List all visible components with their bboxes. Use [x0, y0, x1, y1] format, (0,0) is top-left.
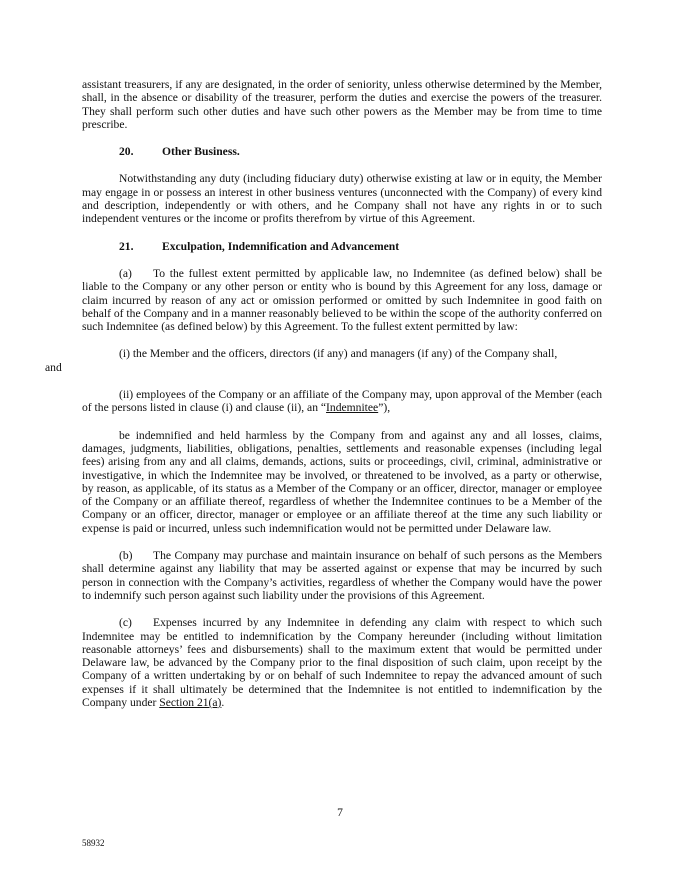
indemnified-paragraph: be indemnified and held harmless by the Company from and against any and all losses, claims, damages, judgments, liabilities, obligations, penalties, settlements and reasonable expenses (including legal fees) arising from any and all claims, demands, actions, suits or proceedings, civil, criminal, administrative or investigative, in which the Indemnitee may be involved, or threatened to be involved, as a party or otherwise, by reason, as applicable, of its status as a Member of the Company or an officer, director, manager or employee of the Company or an affiliate thereof, regardless of whether the Indemnitee continues to be a Member of the Company or an officer, director, manager or employee or an affiliate thereof at the time any such liability or expense is paid or incurred, unless such indemnification would not be permitted under Delaware law. — [82, 428, 602, 535]
section-21b-paragraph — [82, 549, 602, 602]
section-21c-label: (c) — [119, 616, 132, 630]
section-21c-paragraph — [82, 616, 602, 709]
section-20-body: Notwithstanding any duty (including fiduciary duty) otherwise existing at law or in equity, the Member may engage in or possess an interest in other business ventures (unconnected with the Company) of every kind and description, independently or with others, and he Company shall not have any rights in or to such independent ventures or the income or profits therefrom by virtue of this Agreement. — [82, 172, 602, 226]
section-21b-text: The Company may purchase and maintain insurance on behalf of such persons as the Members shall determine against any liability that may be asserted against or expense that may be incurred by such person in connection with the Company’s activities, regardless of whether the Company would have the power to indemnify such person against such liability under the provisions of this Agreement. — [82, 549, 602, 602]
clause-i-text: (i) the Member and the officers, directors (if any) and managers (if any) of the Company shall, — [119, 347, 558, 361]
paragraph-intro: assistant treasurers, if any are designated, in the order of seniority, unless otherwise determined by the Member, shall, in the absence or disability of the treasurer, perform the duties and exercise the powers of the treasurer. They shall perform such other duties and have such other powers as the Member may be from time to time prescribe. — [82, 78, 602, 131]
section-21b-label: (b) — [119, 549, 133, 563]
clause-i-paragraph — [45, 347, 602, 374]
section-21-title: Exculpation, Indemnification and Advancement — [162, 239, 400, 253]
section-21a-label: (a) — [119, 266, 132, 280]
section-21-heading — [82, 240, 602, 253]
document-id: 58932 — [82, 838, 105, 848]
section-21a-paragraph — [82, 267, 602, 333]
section-21a-reference-link[interactable]: Section 21(a) — [159, 695, 222, 709]
clause-ii-post: ”), — [378, 401, 391, 415]
section-20-title: Other Business. — [162, 145, 240, 159]
section-21c-end: . — [221, 695, 225, 709]
clause-ii-pre: (ii) employees of the Company or an affiliate of the Company may, upon approval of the Member (each of the persons listed in clause (i) and clause (ii), an “ — [82, 388, 602, 415]
section-21-number: 21. — [119, 239, 134, 253]
clause-i-and: and — [45, 360, 62, 374]
indemnitee-defined-term: Indemnitee — [326, 401, 379, 415]
document-page — [45, 78, 602, 723]
clause-ii-paragraph — [82, 388, 602, 415]
section-21c-text: Expenses incurred by any Indemnitee in defending any claim with respect to which such Indemnitee may be entitled to indemnification by the Company hereunder (including without limitation reasonable attorneys’ fees and disbursements) shall to the maximum extent that would be permitted under Delaware law, be advanced by the Company prior to the final disposition of such claim, upon receipt by the Company of a written undertaking by or on behalf of such Indemnitee to repay the advanced amount of such expenses if it shall ultimately be determined that the Indemnitee is not entitled to indemnification by the Company under — [82, 616, 602, 709]
section-21a-text: To the fullest extent permitted by applicable law, no Indemnitee (as defined below) shall be liable to the Company or any other person or entity who is bound by this Agreement for any loss, damage or claim incurred by reason of any act or omission performed or omitted by such Indemnitee in good faith on behalf of the Company and in a manner reasonably believed to be within the scope of the authority conferred on such Indemnitee (as defined below) by this Agreement. To the fullest extent permitted by law: — [82, 266, 602, 334]
section-20-number: 20. — [119, 145, 134, 159]
page-number: 7 — [337, 806, 343, 819]
section-20-heading — [82, 145, 602, 158]
